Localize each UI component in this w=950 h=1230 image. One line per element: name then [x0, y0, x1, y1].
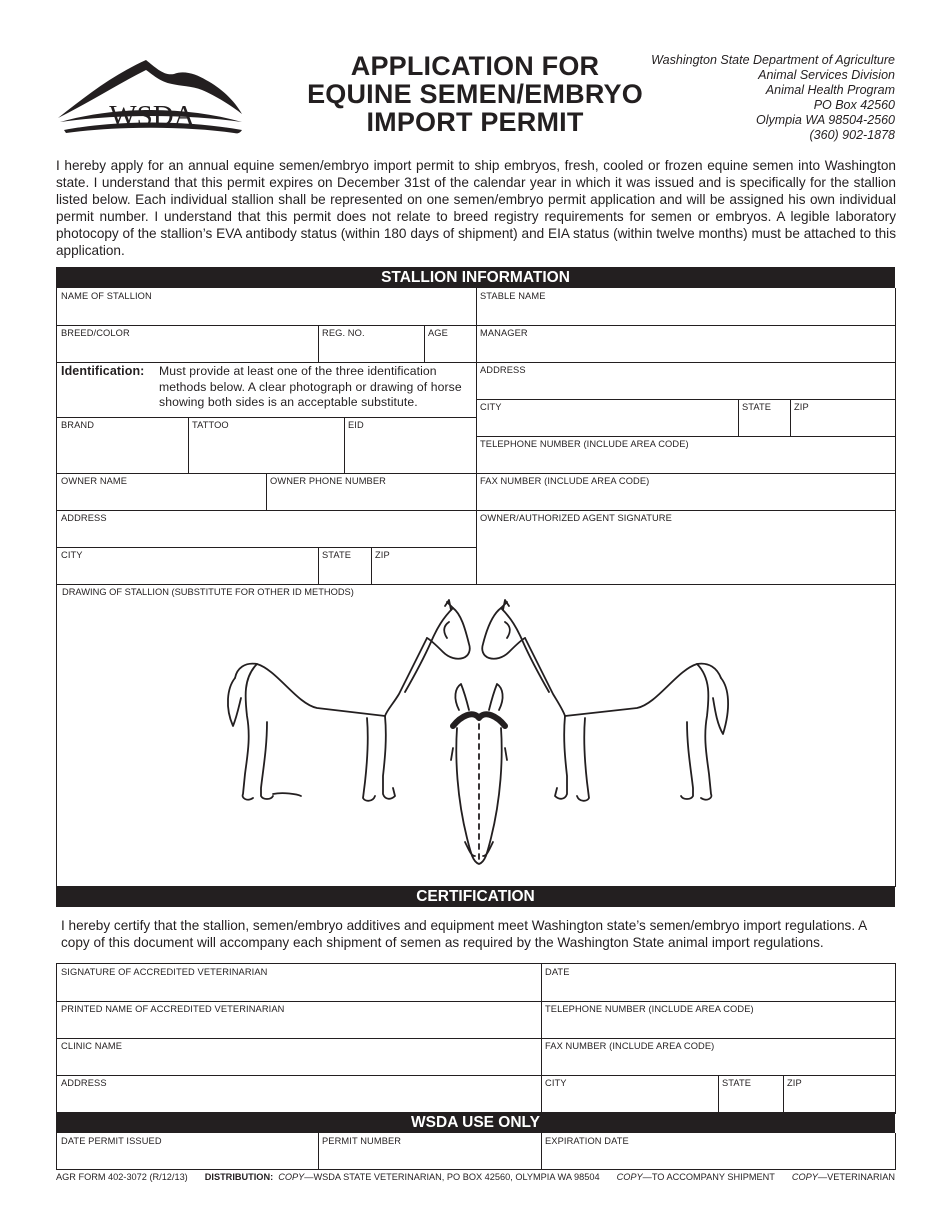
horse-drawing[interactable] — [217, 598, 737, 878]
wsda-use-section — [56, 1133, 896, 1170]
owner-zip-field[interactable]: ZIP — [371, 547, 477, 585]
logo-text: WSDA — [109, 100, 195, 132]
distribution-2: COPY—TO ACCOMPANY SHIPMENT — [616, 1172, 775, 1182]
stallion-section — [56, 288, 896, 887]
form-number: AGR FORM 402-3072 (R/12/13) — [56, 1172, 188, 1182]
cert-date-field[interactable]: DATE — [541, 964, 895, 1002]
breed-color-field[interactable]: BREED/COLOR — [57, 325, 319, 363]
distribution-3: COPY—VETERINARIAN — [791, 1172, 895, 1182]
clinic-zip-field[interactable]: ZIP — [787, 1078, 802, 1088]
owner-agent-signature-field[interactable]: OWNER/AUTHORIZED AGENT SIGNATURE — [476, 510, 895, 585]
form-title: APPLICATION FOR EQUINE SEMEN/EMBRYO IMPORT PERMIT — [307, 51, 643, 137]
expiration-date-field[interactable]: EXPIRATION DATE — [545, 1136, 629, 1146]
age-field[interactable]: AGE — [424, 325, 477, 363]
drawing-label: DRAWING OF STALLION (SUBSTITUTE FOR OTHER ID METHODS) — [62, 587, 354, 597]
identification-note: Identification: Must provide at least one of the three identification methods below. A clear photograph or drawing of horse showing both sides is an acceptable substitute. — [57, 362, 477, 418]
certification-section — [56, 963, 896, 1114]
owner-city-field[interactable]: CITY — [57, 547, 319, 585]
vet-telephone-field[interactable]: TELEPHONE NUMBER (INCLUDE AREA CODE) — [541, 1001, 895, 1039]
owner-address-field[interactable]: ADDRESS — [57, 510, 477, 548]
reg-no-field[interactable]: REG. NO. — [318, 325, 425, 363]
wsda-logo — [56, 56, 246, 136]
permit-number-field[interactable]: PERMIT NUMBER — [318, 1133, 542, 1169]
name-of-stallion-field[interactable]: NAME OF STALLION — [57, 288, 477, 326]
stable-address-field[interactable]: ADDRESS — [476, 362, 895, 400]
brand-field[interactable]: BRAND — [57, 417, 189, 474]
intro-paragraph: I hereby apply for an annual equine semen/embryo import permit to ship embryos, fresh, cooled or frozen equine semen into Washington state. I understand that this permit expires on December 31st of the calendar year in which it was issued and is specifically for the stallion listed below. Each individual stallion shall be represented on one semen/embryo permit application and will be assigned his own individual permit number. I understand that this permit does not relate to breed registry requirements for semen or embryos. A legible laboratory photocopy of the stallion’s EVA antibody status (within 180 days of shipment) and EIA status (within twelve months) must be attached to this application. — [56, 158, 896, 258]
tattoo-field[interactable]: TATTOO — [188, 417, 345, 474]
stallion-information-header: STALLION INFORMATION — [56, 267, 895, 288]
stable-name-field[interactable]: STABLE NAME — [476, 288, 895, 326]
manager-field[interactable]: MANAGER — [476, 325, 895, 363]
owner-phone-field[interactable]: OWNER PHONE NUMBER — [266, 473, 477, 511]
vet-printed-name-field[interactable]: PRINTED NAME OF ACCREDITED VETERINARIAN — [57, 1001, 542, 1039]
distribution-1: DISTRIBUTION: COPY—WSDA STATE VETERINARIAN, PO BOX 42560, OLYMPIA WA 98504 — [204, 1172, 600, 1182]
owner-state-field[interactable]: STATE — [318, 547, 372, 585]
stable-fax-field[interactable]: FAX NUMBER (INCLUDE AREA CODE) — [476, 473, 895, 511]
clinic-city-field[interactable]: CITY — [541, 1075, 719, 1113]
eid-field[interactable]: EID — [344, 417, 477, 474]
owner-name-field[interactable]: OWNER NAME — [57, 473, 267, 511]
stable-zip-field[interactable]: ZIP — [790, 399, 895, 437]
certification-header: CERTIFICATION — [56, 886, 895, 907]
horse-right-side-icon — [482, 600, 728, 801]
agency-address: Washington State Department of Agriculture Animal Services Division Animal Health Program PO Box 42560 Olympia WA 98504-2560 (360) 902-1878 — [651, 53, 895, 142]
wsda-use-only-header: WSDA USE ONLY — [56, 1112, 895, 1133]
stable-state-field[interactable]: STATE — [738, 399, 791, 437]
clinic-state-field[interactable]: STATE — [718, 1075, 784, 1113]
date-permit-issued-field[interactable]: DATE PERMIT ISSUED — [57, 1133, 319, 1169]
horse-left-side-icon — [228, 600, 470, 801]
certification-text: I hereby certify that the stallion, semen/embryo additives and equipment meet Washington state’s semen/embryo import regulations. A copy of this document will accompany each shipment of semen as required by the Washington State animal import regulations. — [61, 918, 867, 950]
clinic-name-field[interactable]: CLINIC NAME — [57, 1038, 542, 1076]
vet-fax-field[interactable]: FAX NUMBER (INCLUDE AREA CODE) — [541, 1038, 895, 1076]
form-footer — [56, 1172, 895, 1182]
stable-city-field[interactable]: CITY — [476, 399, 739, 437]
horse-head-front-icon — [451, 684, 507, 864]
vet-signature-field[interactable]: SIGNATURE OF ACCREDITED VETERINARIAN — [57, 964, 542, 1002]
clinic-address-field[interactable]: ADDRESS — [57, 1075, 542, 1113]
stable-telephone-field[interactable]: TELEPHONE NUMBER (INCLUDE AREA CODE) — [476, 436, 895, 474]
